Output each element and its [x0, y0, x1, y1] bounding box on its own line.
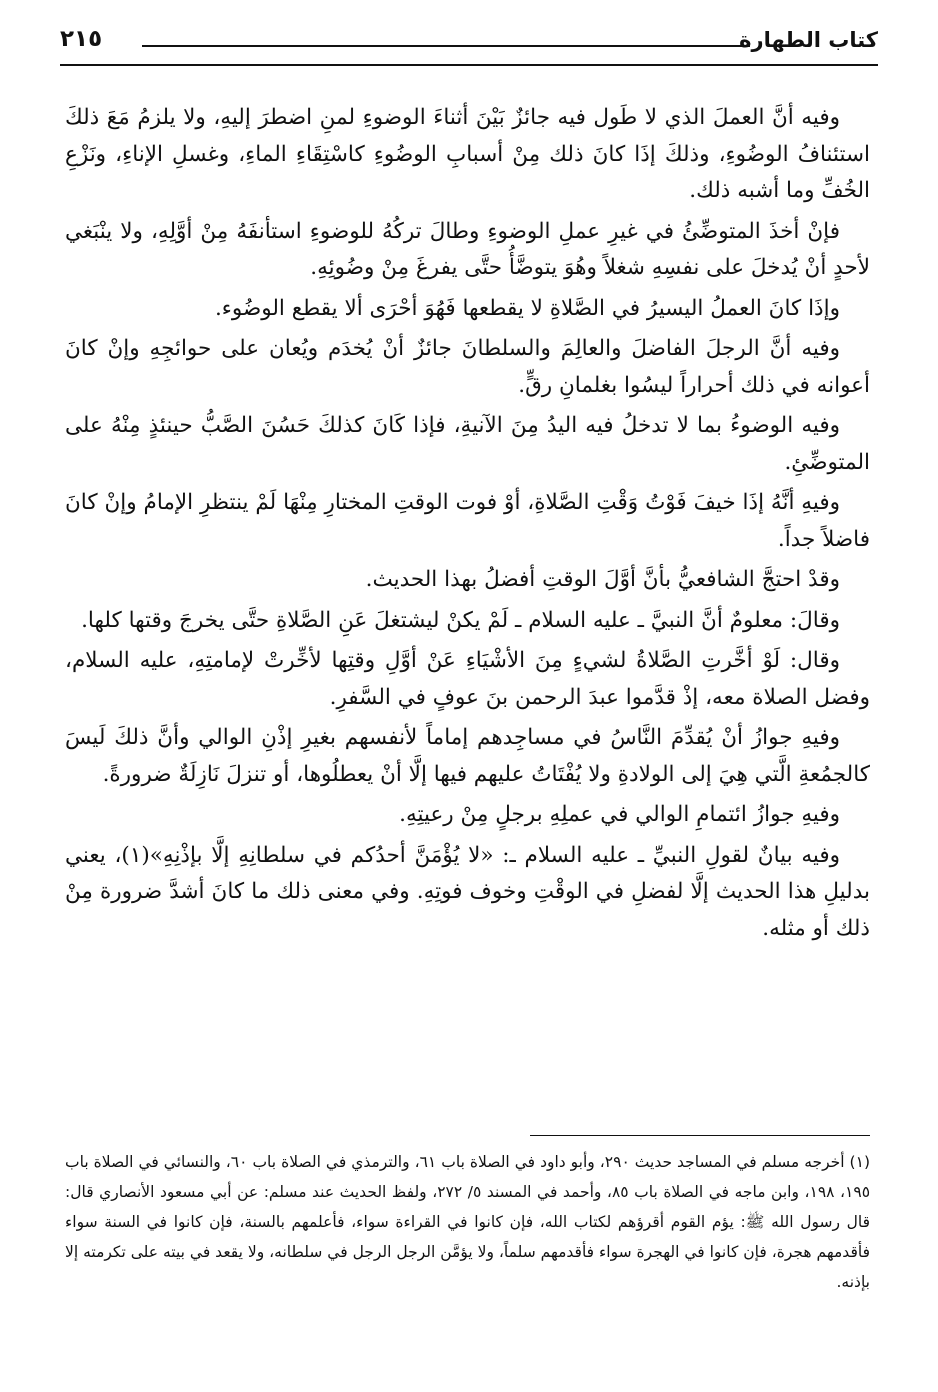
paragraph-4: وفيه أنَّ الرجلَ الفاضلَ والعالِمَ والسلطانَ جائزٌ أنْ يُخدَم ويُعان على حوائجِهِ وإنْ كانَ أعوانه في ذلك أحراراً ليسُوا بغلمانِ رقٍّ. — [65, 336, 870, 398]
header-bottom-rule — [60, 64, 878, 66]
footnote-separator — [530, 1135, 870, 1136]
chapter-title: كتاب الطهارة — [739, 28, 878, 52]
page-number: ٢١٥ — [60, 26, 103, 52]
running-header — [60, 22, 878, 68]
paragraph-8: وقالَ: معلومٌ أنَّ النبيَّ ـ عليه السلام ـ لَمْ يكنْ ليشتغلَ عَنِ الصَّلاةِ حتَّى يخرجَ وقتها كلها. — [81, 607, 840, 633]
paragraph-1: وفيه أنَّ العملَ الذي لا طَول فيه جائزٌ بَيْنَ أثناءَ الوضوءِ لمنِ اضطرَ إليهِ، ولا يلزمُ مَعَ ذلكَ استئنافُ الوضُوءِ، وذلكَ إذَا كانَ ذلك مِنْ أسبابِ الوضُوءِ كاسْتِقَاءِ الماءِ، وغسلِ الإناءِ، ونَزْعِ الخُفِّ وما أشبه ذلك. — [65, 105, 870, 203]
header-rule — [142, 45, 750, 47]
main-text — [65, 100, 870, 951]
paragraph-6: وفيهِ أنَّهُ إذَا خيفَ فَوْتُ وَقْتِ الصَّلاةِ، أوْ فوت الوقتِ المختارِ مِنْهَا لَمْ ينتظرِ الإمامُ وإنْ كانَ فاضلاً جداً. — [65, 490, 870, 552]
paragraph-10: وفيهِ جوازُ أنْ يُقدِّمَ النَّاسُ في مساجِدهم إماماً لأنفسهم بغيرِ إذْنِ الوالي وأنَّ ذلكَ لَيسَ كالجمُعةِ الَّتي هِيَ إلى الولادةِ ولا يُفْتَاتُ عليهم فيها إلَّا أنْ يعطلُوها، أو تنزلَ نَازِلَةٌ ضرورةً. — [65, 725, 870, 787]
paragraph-9: وقال: لَوْ أخَّرتِ الصَّلاةُ لشيءٍ مِنَ الأشْيَاءِ عَنْ أوَّلِ وقتِها لأخِّرتْ لإمامتِهِ، عليه السلام، وفضل الصلاة معه، إذْ قدَّموا عبدَ الرحمن بنَ عوفٍ في السَّفرِ. — [65, 648, 870, 710]
footnotes — [65, 1147, 870, 1297]
paragraph-3: وإذَا كانَ العملُ اليسيرُ في الصَّلاةِ لا يقطعها فَهُوَ أحْرَى ألا يقطع الوضُوء. — [214, 295, 840, 321]
paragraph-12: وفيه بيانٌ لقولِ النبيِّ ـ عليه السلام ـ: «لا يُؤْمَنَّ أحدُكم في سلطانِهِ إلَّا بإذْنِهِ»(١)، يعني بدليلِ هذا الحديث إلَّا لفضلِ في الوقْتِ وخوف فوتِهِ. وفي معنى ذلك ما كانَ أشدَّ ضرورة مِنْ ذلك أو مثله. — [65, 842, 870, 941]
paragraph-5: وفيه الوضوءُ بما لا تدخلُ فيه اليدُ مِنَ الآنيةِ، فإذا كَانَ كذلكَ حَسُنَ الصَّبُّ حينئذٍ مِنْهُ على المتوضِّئِ. — [65, 413, 870, 475]
paragraph-7: وقدْ احتجَّ الشافعيُّ بأنَّ أوَّلَ الوقتِ أفضلُ بهذا الحديث. — [365, 567, 840, 592]
footnote-1: (١) أخرجه مسلم في المساجد حديث ٢٩٠، وأبو داود في الصلاة باب ٦١، والترمذي في الصلاة باب ٦٠، والنسائي في الصلاة باب ١٩٥، ١٩٨، وابن ماجه في الصلاة باب ٨٥، وأحمد في المسند ٥/ ٢٧٢، ولفظ الحديث عند مسلم: عن أبي مسعود الأنصاري قال: قال رسول الله ﷺ: يؤم القوم أقرؤهم لكتاب الله، فإن كانوا في القراءة سواء، فأعلمهم بالسنة، فإن كانوا في السنة سواء فأقدمهم هجرة، فإن كانوا في الهجرة سواء فأقدمهم سلماً، ولا يؤمَّن الرجل الرجل في سلطانه، ولا يقعد في بيته على تكرمته إلا بإذنه. — [65, 1153, 871, 1291]
paragraph-2: فإنْ أخذَ المتوضِّئُ في غيرِ عملِ الوضوءِ وطالَ تركُهُ للوضوءِ استأنفَهُ مِنْ أوَّلِهِ، ولا ينْبَغي لأحدٍ أنْ يُدخلَ على نفسِهِ شغلاً وهُوَ يتوضَّأُ حتَّى يفرغَ مِنْ وضُوئِهِ. — [65, 218, 870, 280]
paragraph-11: وفيهِ جوازُ ائتمامِ الوالي في عملِهِ برجلٍ مِنْ رعيتِهِ. — [399, 802, 840, 827]
